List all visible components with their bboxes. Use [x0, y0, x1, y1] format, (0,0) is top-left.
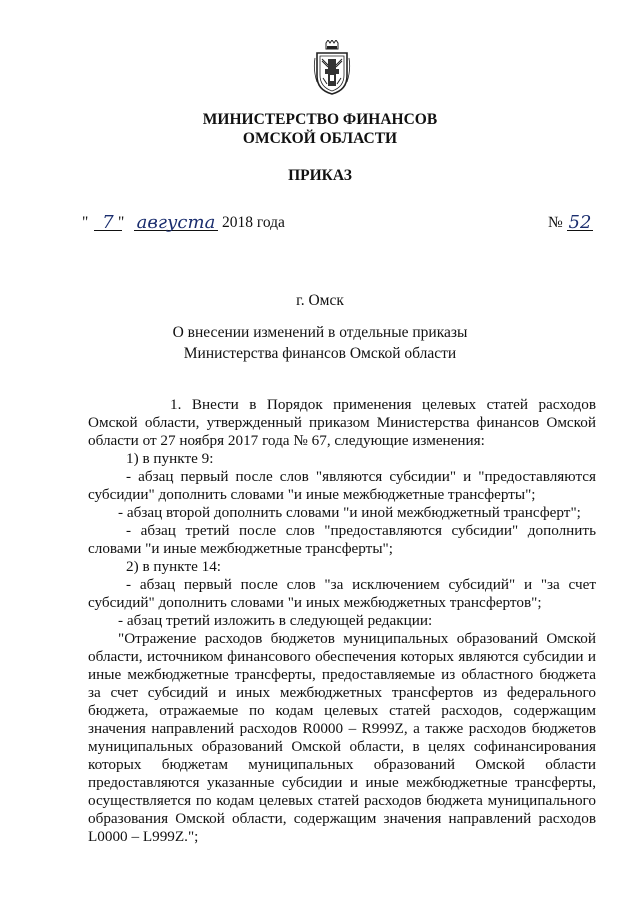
- date-number-line: [82, 212, 602, 236]
- paragraph-3: - абзац первый после слов "являются субсидии" и "предоставляются субсидии" дополнить словами "и иные межбюджетные трансферты";: [88, 468, 596, 503]
- date-close-quote: ": [118, 214, 125, 231]
- order-number: 52: [568, 212, 592, 233]
- ministry-line-1: МИНИСТЕРСТВО ФИНАНСОВ: [202, 111, 438, 128]
- date-open-quote: ": [82, 214, 89, 231]
- number-label: №: [548, 214, 563, 231]
- document-body: [88, 396, 596, 846]
- paragraph-7: - абзац первый после слов "за исключением субсидий" и "за счет субсидий" дополнить словами "и иных межбюджетных трансфертов";: [88, 576, 596, 611]
- omsk-coat-of-arms-icon: [313, 40, 351, 96]
- date-year: 2018 года: [222, 214, 285, 231]
- paragraph-8: - абзац третий изложить в следующей редакции:: [118, 612, 433, 629]
- subject-line-2: Министерства финансов Омской области: [183, 345, 457, 362]
- paragraph-2: 1) в пункте 9:: [126, 450, 214, 467]
- paragraph-6: 2) в пункте 14:: [126, 558, 222, 575]
- ministry-line-2: ОМСКОЙ ОБЛАСТИ: [242, 130, 398, 147]
- subject-line-1: О внесении изменений в отдельные приказы: [172, 324, 468, 341]
- date-day: 7: [94, 212, 122, 231]
- date-month: августа: [134, 212, 218, 231]
- paragraph-5: - абзац третий после слов "предоставляются субсидии" дополнить словами "и иные межбюджетные трансферты";: [88, 522, 596, 557]
- paragraph-1: 1. Внести в Порядок применения целевых статей расходов Омской области, утвержденный приказом Министерства финансов Омской области от 27 ноября 2017 года № 67, следующие изменения:: [88, 396, 596, 449]
- subject: [0, 322, 640, 364]
- document-title: ПРИКАЗ: [288, 167, 352, 184]
- ministry-name: [0, 110, 640, 148]
- city: г. Омск: [296, 292, 344, 309]
- paragraph-9: "Отражение расходов бюджетов муниципальных образований Омской области, источником финансового обеспечения которых являются субсидии и иные межбюджетные трансферты, предоставляемые из областного бюджета за счет субсидий и иных межбюджетных трансфертов из федерального бюджета, отражаемые по кодам целевых статей расходов, содержащим значения направлений расходов R0000 – R999Z, а также расходов бюджетов муниципальных образований Омской области, в целях софинансирования которых бюджетам муниципальных образований Омской области предоставляются указанные субсидии и иные межбюджетные трансферты, осуществляется по кодам целевых статей расходов бюджета муниципального образования Омской области, содержащим значения направлений расходов L0000 – L999Z.";: [88, 630, 596, 845]
- paragraph-4: - абзац второй дополнить словами "и иной межбюджетный трансферт";: [118, 504, 581, 521]
